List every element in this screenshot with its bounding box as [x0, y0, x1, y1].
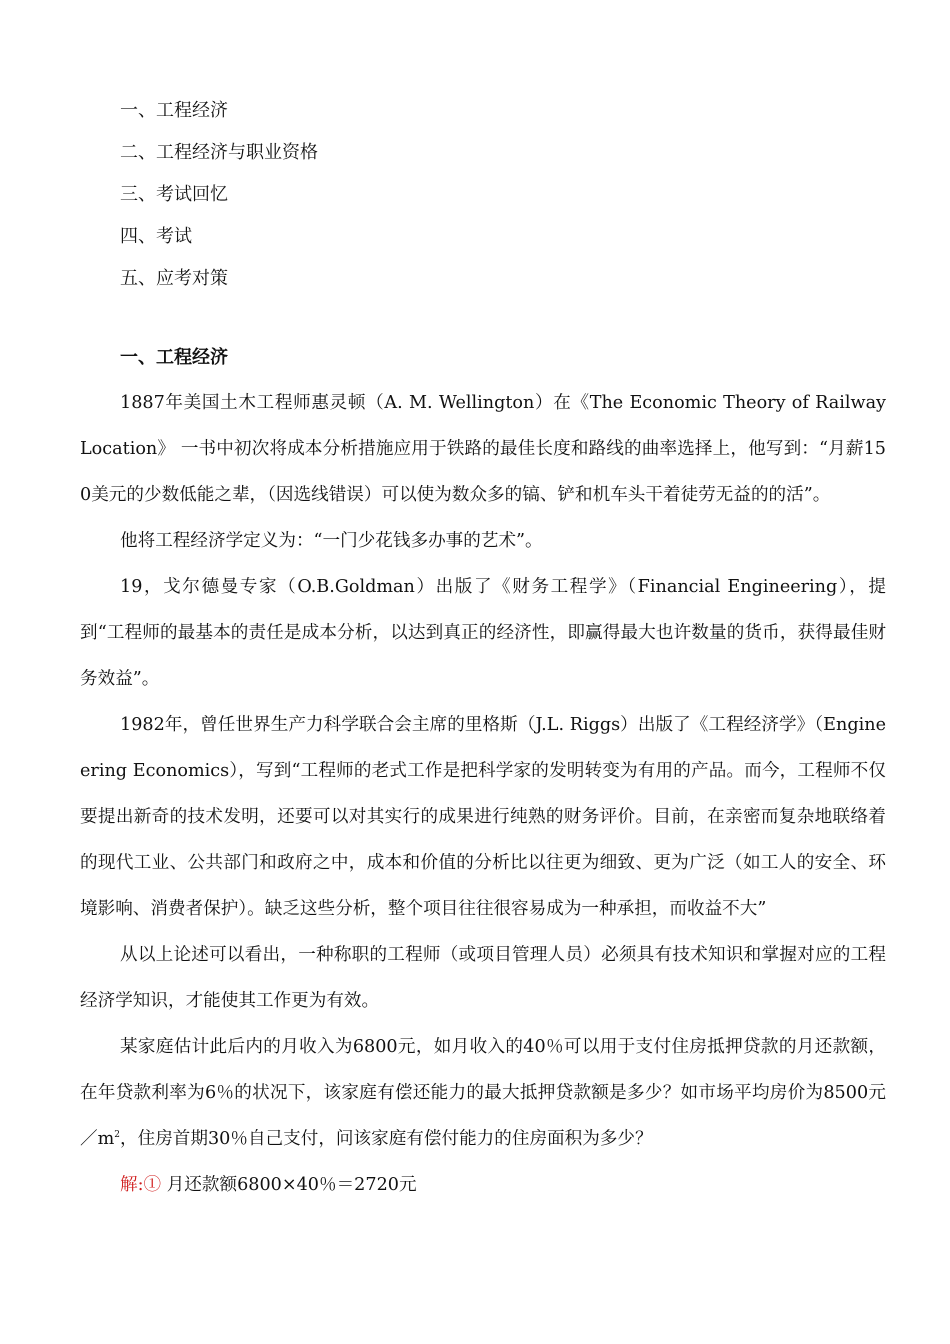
- toc-item: 五、应考对策: [120, 268, 228, 289]
- section-heading: 一、工程经济: [120, 347, 228, 368]
- paragraph: 从以上论述可以看出，一种称职的工程师（或项目管理人员）必须具有技术知识和掌握对应的工程经济学知识，才能使其工作更为有效。: [80, 945, 886, 1011]
- toc-item: 四、考试: [120, 226, 192, 247]
- table-of-contents: [120, 90, 318, 300]
- section-content: [80, 340, 886, 1208]
- paragraph: 1982年，曾任世界生产力科学联合会主席的里格斯（J.L. Riggs）出版了《工程经济学》（Engineering Economics），写到“工程师的老式工作是把科学家的发明转变为有用的产品。而今，工程师不仅要提出新奇的技术发明，还要可以对其实行的成果进行纯熟的财务评价。目前，在亲密而复杂地联络着的现代工业、公共部门和政府之中，成本和价值的分析比以往更为细致、更为广泛（如工人的安全、环境影响、消费者保护）。缺乏这些分析，整个项目往往很容易成为一种承担，而收益不大”: [80, 715, 886, 919]
- paragraph: 1887年美国土木工程师惠灵顿（A. M. Wellington）在《The Economic Theory of Railway Location》 一书中初次将成本分析措施应用于铁路的最佳长度和路线的曲率选择上，他写到：“月薪150美元的少数低能之辈，（因选线错误）可以使为数众多的镐、铲和机车头干着徒劳无益的的活”。: [80, 393, 886, 505]
- problem-statement: [80, 1024, 886, 1162]
- problem-text-part1: 某家庭估计此后内的月收入为6800元，如月收入的40％可以用于支付住房抵押贷款的月还款额，在年贷款利率为6％的状况下，该家庭有偿还能力的最大抵押贷款额是多少？如市场平均房价为8500元／m: [80, 1037, 886, 1149]
- paragraph: 19，戈尔德曼专家（O.B.Goldman）出版了《财务工程学》（Financial Engineering），提到“工程师的最基本的责任是成本分析，以达到真正的经济性，即赢得最大也许数量的货币，获得最佳财务效益”。: [80, 577, 886, 689]
- solution-text: 月还款额6800×40％＝2720元: [161, 1175, 417, 1195]
- toc-item: 三、考试回忆: [120, 184, 228, 205]
- paragraph: 他将工程经济学定义为：“一门少花钱多办事的艺术”。: [120, 531, 543, 551]
- toc-item: 一、工程经济: [120, 100, 228, 121]
- problem-text-part2: ，住房首期30％自己支付，问该家庭有偿付能力的住房面积为多少？: [120, 1129, 653, 1149]
- solution-label: 解:①: [120, 1175, 162, 1195]
- superscript: 2: [114, 1130, 121, 1141]
- toc-item: 二、工程经济与职业资格: [120, 142, 318, 163]
- solution-line: [80, 1162, 886, 1208]
